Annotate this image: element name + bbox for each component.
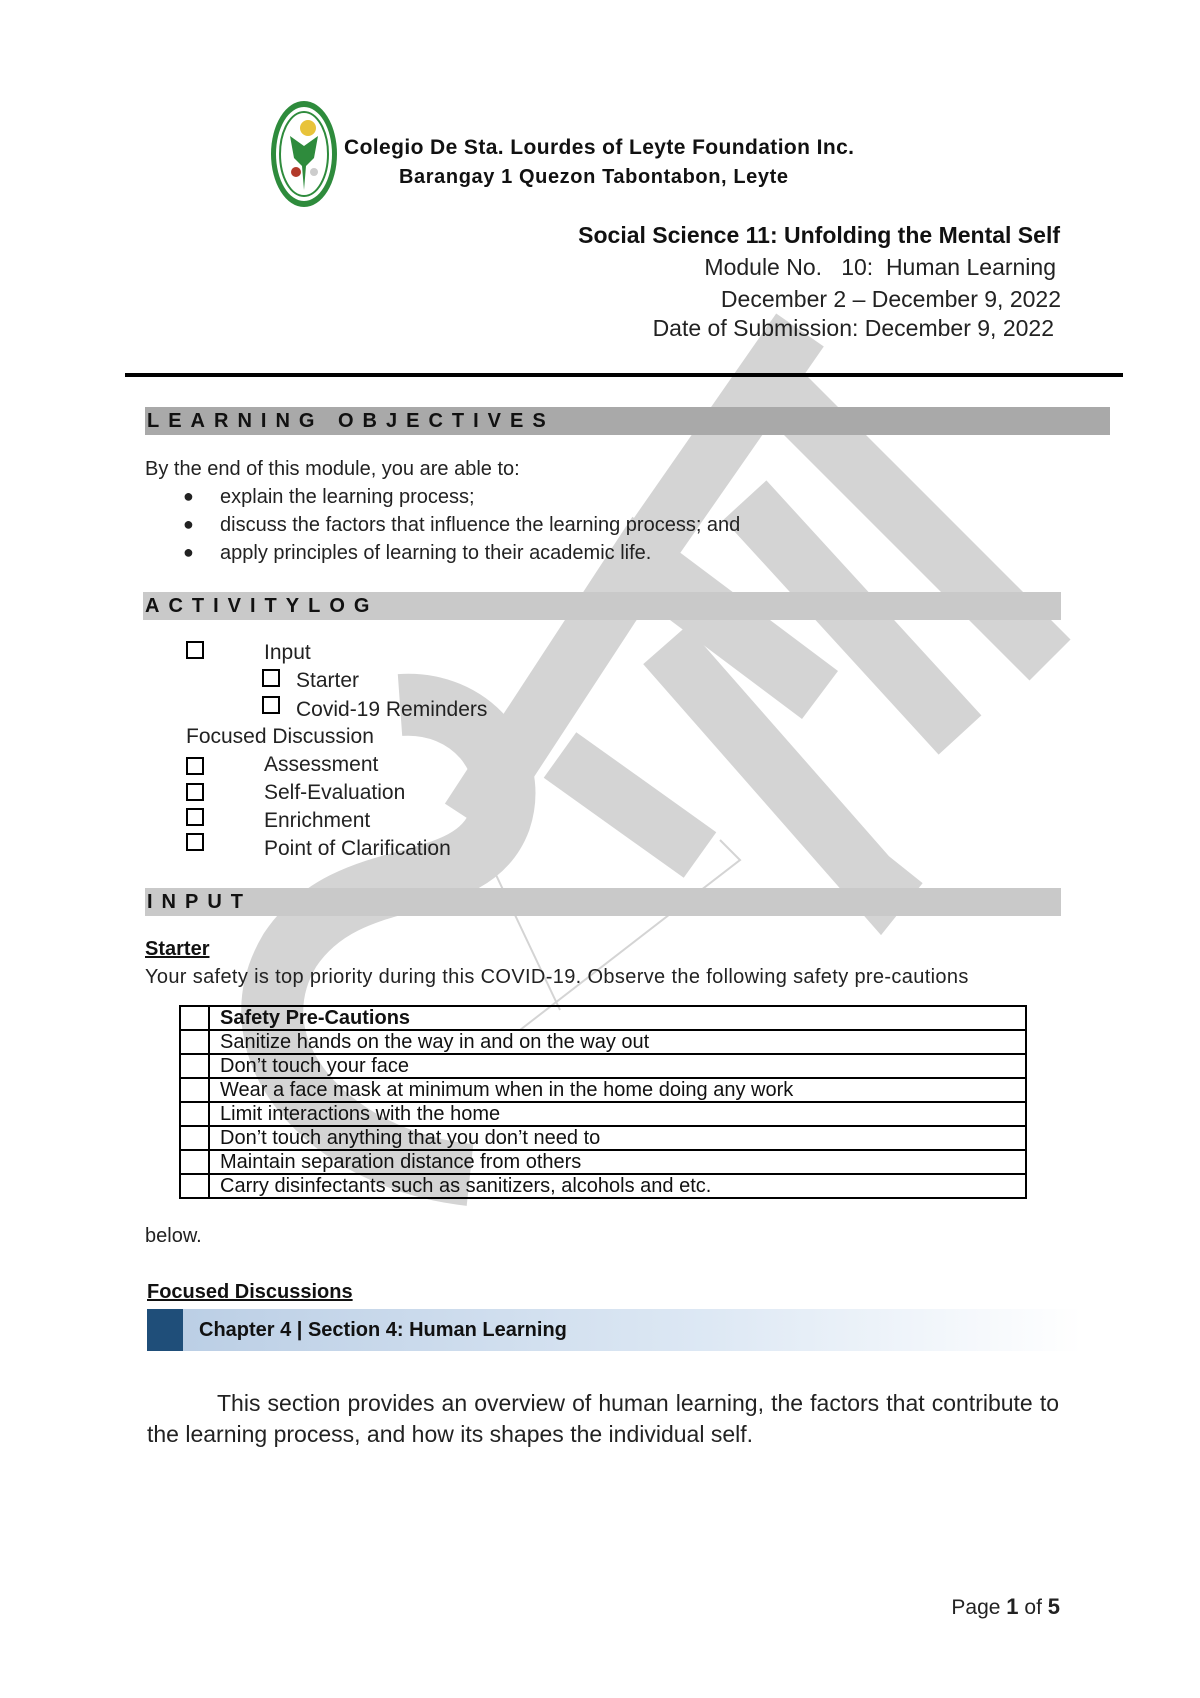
activity-assessment-label: Assessment: [264, 753, 379, 776]
self-evaluation-checkbox[interactable]: [186, 783, 204, 801]
assessment-checkbox[interactable]: [186, 757, 204, 775]
table-row: [180, 1126, 1026, 1150]
table-cell: Sanitize hands on the way in and on the way out: [209, 1030, 1026, 1054]
clarification-checkbox[interactable]: [186, 833, 204, 851]
page-word: Page: [951, 1596, 1001, 1619]
bullet-icon: ●: [183, 486, 194, 506]
total-pages: 5: [1047, 1594, 1060, 1619]
table-cell: [180, 1102, 209, 1126]
section-overview: This section provides an overview of human learning, the factors that contribute to the learning process, and how its shapes the individual self.: [147, 1390, 1059, 1447]
table-row: [180, 1030, 1026, 1054]
submission-date: Date of Submission: December 9, 2022: [652, 315, 1054, 341]
school-seal-logo: [268, 98, 340, 210]
activity-self-evaluation-label: Self-Evaluation: [264, 781, 406, 804]
bullet-icon: ●: [183, 514, 194, 534]
header-divider: [125, 373, 1123, 377]
course-title: Social Science 11: Unfolding the Mental Self: [578, 222, 1060, 248]
focused-discussions-heading: Focused Discussions: [147, 1281, 353, 1303]
table-cell: Limit interactions with the home: [209, 1102, 1026, 1126]
table-header-row: [180, 1006, 1026, 1030]
enrichment-checkbox[interactable]: [186, 808, 204, 826]
starter-checkbox[interactable]: [262, 669, 280, 687]
activity-enrichment-label: Enrichment: [264, 809, 371, 832]
module-number: Module No. 10: Human Learning: [704, 254, 1056, 280]
table-cell: Don’t touch your face: [209, 1054, 1026, 1078]
table-cell: [180, 1078, 209, 1102]
input-heading: INPUT: [147, 891, 252, 913]
table-row: [180, 1174, 1026, 1198]
school-name: Colegio De Sta. Lourdes of Leyte Foundation Inc.: [344, 136, 855, 159]
table-cell: [180, 1006, 209, 1030]
input-checkbox[interactable]: [186, 641, 204, 659]
starter-text-continued: below.: [145, 1225, 202, 1247]
bullet-icon: ●: [183, 542, 194, 562]
objective-text: explain the learning process;: [220, 486, 475, 508]
chapter-label: Chapter 4 | Section 4: Human Learning: [199, 1319, 567, 1341]
table-cell: Maintain separation distance from others: [209, 1150, 1026, 1174]
activity-focused-label: Focused Discussion: [186, 725, 374, 748]
table-cell: [180, 1150, 209, 1174]
starter-text: Your safety is top priority during this COVID-19. Observe the following safety pre-cautions: [145, 966, 969, 988]
table-row: [180, 1078, 1026, 1102]
table-row: [180, 1054, 1026, 1078]
table-header: Safety Pre-Cautions: [209, 1006, 1026, 1030]
table-cell: Wear a face mask at minimum when in the home doing any work: [209, 1078, 1026, 1102]
covid-reminders-checkbox[interactable]: [262, 696, 280, 714]
safety-precautions-table: [179, 1005, 1027, 1199]
objective-text: discuss the factors that influence the learning process; and: [220, 514, 741, 536]
table-cell: [180, 1126, 209, 1150]
learning-objectives-bar: [145, 407, 1110, 435]
activity-log-bar: [143, 592, 1061, 620]
input-bar: [145, 888, 1061, 916]
current-page: 1: [1006, 1594, 1019, 1619]
activity-clarification-label: Point of Clarification: [264, 837, 451, 860]
chapter-accent-block: [147, 1309, 183, 1351]
page-number: [951, 1594, 1060, 1620]
objectives-intro: By the end of this module, you are able to:: [145, 458, 520, 480]
activity-input-label: Input: [264, 641, 311, 664]
activity-covid-label: Covid-19 Reminders: [296, 698, 488, 721]
table-cell: Don’t touch anything that you don’t need to: [209, 1126, 1026, 1150]
module-date-range: December 2 – December 9, 2022: [720, 286, 1061, 312]
table-row: [180, 1102, 1026, 1126]
learning-objectives-heading: LEARNING OBJECTIVES: [147, 410, 555, 432]
table-cell: [180, 1054, 209, 1078]
table-row: [180, 1150, 1026, 1174]
school-address: Barangay 1 Quezon Tabontabon, Leyte: [399, 166, 789, 188]
chapter-banner: [147, 1309, 1082, 1351]
starter-heading: Starter: [145, 938, 210, 960]
activity-starter-label: Starter: [296, 669, 360, 692]
table-cell: Carry disinfectants such as sanitizers, alcohols and etc.: [209, 1174, 1026, 1198]
table-cell: [180, 1030, 209, 1054]
of-word: of: [1024, 1596, 1042, 1619]
activity-log-heading: ACTIVITYLOG: [145, 595, 379, 617]
objective-text: apply principles of learning to their academic life.: [220, 542, 652, 564]
table-cell: [180, 1174, 209, 1198]
